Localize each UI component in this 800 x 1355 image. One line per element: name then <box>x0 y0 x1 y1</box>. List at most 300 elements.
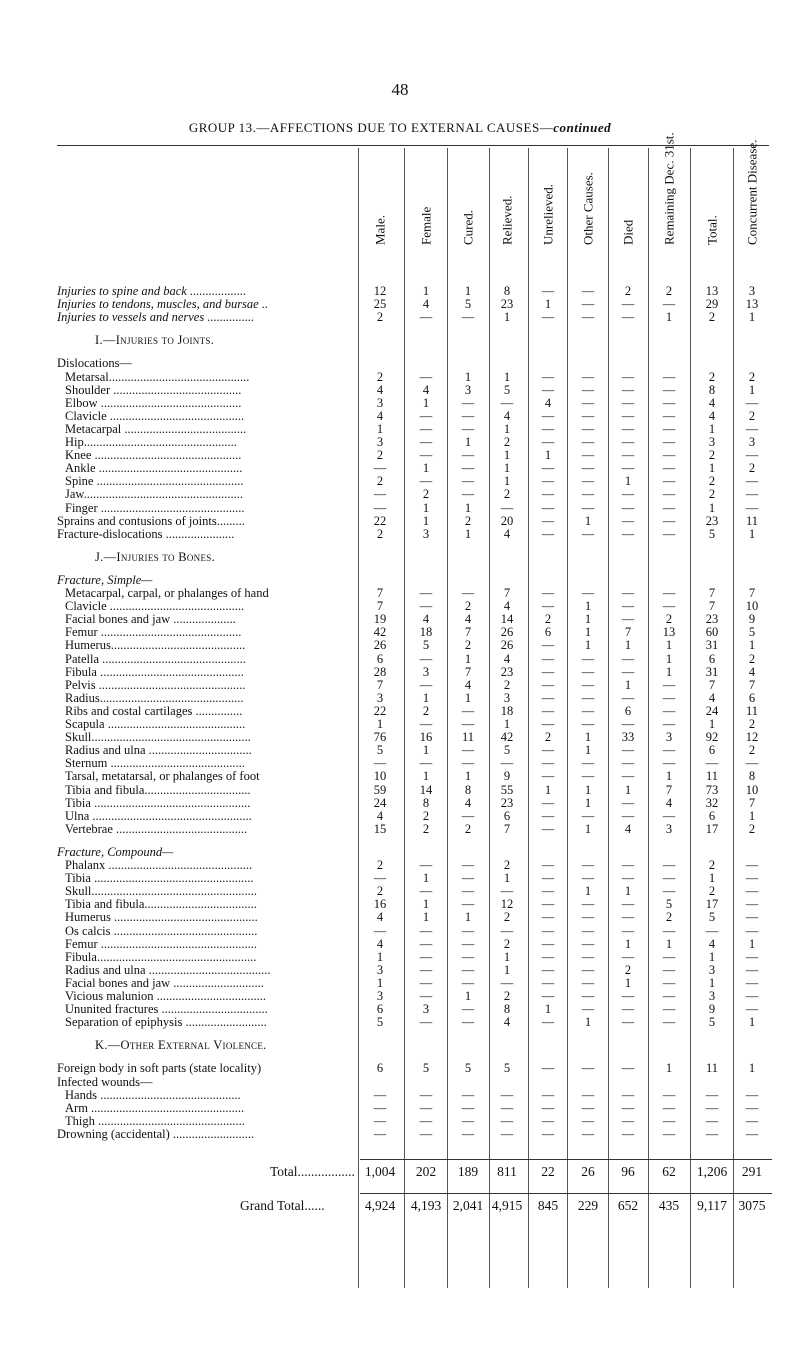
table-row <box>0 718 800 731</box>
table-cell: — <box>581 1100 595 1115</box>
table-cell: — <box>745 1002 759 1017</box>
table-row <box>0 666 800 679</box>
table-cell: 4 <box>708 395 716 410</box>
table-cell: — <box>621 923 635 938</box>
row-label: Fibula................................................... <box>65 950 257 964</box>
table-cell: 31 <box>705 664 719 679</box>
table-cell: 4 <box>708 408 716 423</box>
table-cell: 6 <box>708 651 716 666</box>
table-cell: — <box>662 858 676 872</box>
table-cell: — <box>419 1015 433 1030</box>
table-cell: 1 <box>503 871 511 886</box>
table-cell: 1 <box>584 1015 592 1030</box>
table-row <box>0 823 800 836</box>
total-cell: 3075 <box>738 1198 766 1213</box>
table-cell: — <box>745 756 759 771</box>
table-cell: — <box>705 1126 719 1141</box>
table-cell: — <box>461 448 475 463</box>
table-cell: 1 <box>708 461 716 476</box>
row-label: Ankle .............................................. <box>65 462 243 476</box>
row-label: Femur .................................................. <box>65 937 258 951</box>
table-cell: — <box>373 500 387 515</box>
table-cell: 60 <box>705 625 719 640</box>
table-cell: — <box>581 1087 595 1102</box>
column-header-label: Unrelieved. <box>540 183 556 245</box>
table-cell: 1 <box>464 284 472 298</box>
table-cell: 2 <box>708 310 716 325</box>
total-cell: 652 <box>617 1198 639 1213</box>
table-cell: 31 <box>705 638 719 653</box>
row-label: Facial bones and jaw .................... <box>65 613 236 627</box>
table-cell: — <box>419 651 433 666</box>
table-cell: — <box>500 756 514 771</box>
table-cell: — <box>581 435 595 449</box>
table-cell: — <box>419 474 433 489</box>
table-cell: 2 <box>503 677 511 692</box>
table-cell: — <box>662 369 676 384</box>
table-row <box>0 462 800 475</box>
table-cell: — <box>662 1087 676 1102</box>
column-header-label: Other Causes. <box>580 172 596 245</box>
table-cell: — <box>419 1113 433 1128</box>
table-cell: — <box>581 677 595 692</box>
row-label: Ribs and costal cartilages ............... <box>65 704 243 718</box>
table-cell: 2 <box>708 884 716 899</box>
table-cell: — <box>662 975 676 990</box>
table-row <box>0 898 800 911</box>
table-cell: 7 <box>376 677 384 692</box>
row-label: Os calcis .............................................. <box>65 924 258 938</box>
table-cell: 1 <box>464 989 472 1003</box>
table-cell: — <box>461 1100 475 1115</box>
table-cell: 2 <box>624 284 632 298</box>
table-cell: 17 <box>705 821 719 836</box>
table-cell: 3 <box>422 526 430 541</box>
table-cell: — <box>581 284 595 298</box>
table-cell: 3 <box>422 664 430 679</box>
table-cell: 5 <box>464 297 472 312</box>
table-cell: 3 <box>376 690 384 705</box>
table-cell: 12 <box>745 730 759 745</box>
table-row <box>0 810 800 823</box>
table-cell: — <box>373 871 387 886</box>
table-cell: — <box>621 1002 635 1017</box>
table-cell: 22 <box>373 513 387 528</box>
table-row <box>0 397 800 410</box>
table-cell: 2 <box>422 703 430 718</box>
table-cell: 92 <box>705 730 719 745</box>
table-cell: 2 <box>708 487 716 502</box>
table-cell: — <box>541 500 555 515</box>
table-cell: — <box>621 897 635 912</box>
row-label: Clavicle ........................................... <box>65 409 245 423</box>
table-cell: 12 <box>373 284 387 298</box>
row-label: Tibia and fibula.................................... <box>65 898 257 912</box>
table-row <box>0 528 800 541</box>
table-cell: — <box>461 871 475 886</box>
table-cell: 2 <box>422 821 430 836</box>
table-cell: 7 <box>748 586 756 600</box>
table-cell: — <box>419 599 433 614</box>
row-label: Injuries to spine and back .................. <box>57 285 247 298</box>
table-cell: 5 <box>376 1015 384 1030</box>
table-cell: 23 <box>705 513 719 528</box>
table-cell: 16 <box>419 730 433 745</box>
table-cell: — <box>662 487 676 502</box>
table-cell: — <box>581 1113 595 1128</box>
table-cell: 2 <box>503 858 511 872</box>
table-cell: 3 <box>748 284 756 298</box>
table-row <box>0 1039 800 1052</box>
table-cell: 1 <box>708 871 716 886</box>
row-label: Spine ............................................... <box>65 475 244 489</box>
table-cell: 1 <box>376 421 384 436</box>
table-cell: — <box>745 421 759 436</box>
table-cell: — <box>419 858 433 872</box>
table-cell: — <box>461 1002 475 1017</box>
total-cell: 229 <box>577 1198 599 1213</box>
table-row <box>0 613 800 626</box>
total-cell: 811 <box>497 1164 517 1179</box>
table-row <box>0 488 800 501</box>
row-label: Arm ................................................. <box>65 1101 245 1115</box>
table-cell: — <box>745 1100 759 1115</box>
table-cell: — <box>705 923 719 938</box>
table-cell: 1 <box>624 975 632 990</box>
table-cell: 2 <box>503 487 511 502</box>
table-cell: 4 <box>708 936 716 951</box>
table-cell: 1 <box>422 910 430 925</box>
table-cell: — <box>373 487 387 502</box>
table-cell: — <box>621 435 635 449</box>
table-cell: 29 <box>705 297 719 312</box>
table-cell: 1 <box>376 717 384 731</box>
table-cell: 2 <box>748 717 756 731</box>
table-cell: 2 <box>376 884 384 899</box>
table-cell: — <box>541 382 555 397</box>
table-cell: — <box>541 677 555 692</box>
column-header <box>611 158 645 258</box>
row-label: Metacarpal, carpal, or phalanges of hand <box>65 587 269 600</box>
table-cell: — <box>662 690 676 705</box>
table-cell: — <box>500 1126 514 1141</box>
table-cell: 4 <box>503 408 511 423</box>
row-label: Injuries to vessels and nerves ............... <box>57 311 255 325</box>
row-label: Knee ............................................... <box>65 449 242 463</box>
row-label: Tibia ................................................... <box>65 872 254 886</box>
table-cell: — <box>541 962 555 977</box>
table-cell: — <box>541 910 555 925</box>
table-cell: — <box>581 858 595 872</box>
table-cell: — <box>581 297 595 312</box>
table-cell: — <box>621 1087 635 1102</box>
table-cell: 3 <box>376 962 384 977</box>
table-row <box>0 334 800 347</box>
table-cell: 14 <box>500 612 514 627</box>
table-cell: — <box>541 474 555 489</box>
row-label: Hip................................................. <box>65 436 237 449</box>
table-cell: 4 <box>376 382 384 397</box>
row-label: Fracture, Simple— <box>57 573 153 587</box>
table-cell: — <box>461 949 475 964</box>
row-label: Foreign body in soft parts (state locality) <box>57 1062 262 1076</box>
table-cell: 7 <box>464 625 472 640</box>
column-header-label: Remaining Dec. 31st. <box>661 132 677 245</box>
table-cell: 1 <box>464 526 472 541</box>
table-cell: 1 <box>544 1002 552 1017</box>
table-row <box>0 410 800 423</box>
table-cell: 1 <box>422 513 430 528</box>
table-cell: 4 <box>376 408 384 423</box>
table-cell: 1 <box>464 369 472 384</box>
table-cell: 1 <box>708 975 716 990</box>
table-cell: 1 <box>464 769 472 784</box>
table-cell: — <box>621 858 635 872</box>
table-cell: 10 <box>745 599 759 614</box>
table-row <box>0 925 800 938</box>
table-cell: 2 <box>464 821 472 836</box>
table-cell: — <box>419 369 433 384</box>
table-cell: — <box>541 664 555 679</box>
table-cell: — <box>662 989 676 1003</box>
table-cell: 10 <box>745 782 759 797</box>
table-cell: 1 <box>665 936 673 951</box>
row-label: Infected wounds— <box>57 1075 153 1089</box>
table-cell: — <box>461 808 475 823</box>
table-cell: 1 <box>422 284 430 298</box>
table-cell: — <box>581 923 595 938</box>
table-cell: 3 <box>665 730 673 745</box>
table-row <box>0 423 800 436</box>
table-cell: — <box>662 703 676 718</box>
table-cell: — <box>745 949 759 964</box>
table-cell: — <box>461 936 475 951</box>
table-cell: 2 <box>544 730 552 745</box>
table-cell: 1 <box>464 500 472 515</box>
table-cell: — <box>419 962 433 977</box>
table-cell: 1 <box>708 717 716 731</box>
table-cell: — <box>541 1087 555 1102</box>
table-cell: — <box>621 871 635 886</box>
table-cell: — <box>500 884 514 899</box>
table-cell: 1 <box>624 936 632 951</box>
table-cell: — <box>662 871 676 886</box>
table-cell: — <box>662 756 676 771</box>
table-cell: — <box>461 962 475 977</box>
table-cell: 18 <box>419 625 433 640</box>
table-row <box>0 449 800 462</box>
table-cell: — <box>419 421 433 436</box>
table-cell: 10 <box>373 769 387 784</box>
table-cell: — <box>581 664 595 679</box>
table-cell: 1 <box>584 599 592 614</box>
row-label: Vicious malunion ................................... <box>65 990 266 1003</box>
table-cell: — <box>621 989 635 1003</box>
table-cell: 7 <box>708 677 716 692</box>
row-label: Elbow ............................................. <box>65 396 242 410</box>
row-label: Patella .............................................. <box>65 652 246 666</box>
table-cell: — <box>662 1113 676 1128</box>
table-cell: — <box>662 949 676 964</box>
table-cell: 4 <box>624 821 632 836</box>
table-cell: — <box>419 949 433 964</box>
table-cell: — <box>541 1113 555 1128</box>
table-cell: 14 <box>419 782 433 797</box>
total-cell: 845 <box>537 1198 559 1213</box>
table-cell: 17 <box>705 897 719 912</box>
table-row <box>0 1102 800 1115</box>
total-cell: 96 <box>621 1164 635 1179</box>
table-cell: 25 <box>373 297 387 312</box>
table-cell: — <box>745 1113 759 1128</box>
table-cell: — <box>705 1100 719 1115</box>
table-cell: — <box>621 395 635 410</box>
table-cell: — <box>541 461 555 476</box>
table-cell: — <box>581 586 595 600</box>
table-cell: — <box>461 756 475 771</box>
table-cell: 1 <box>665 664 673 679</box>
table-cell: — <box>662 923 676 938</box>
row-label: Jaw................................................... <box>65 488 244 502</box>
table-cell: 1 <box>748 310 756 325</box>
table-cell: — <box>621 500 635 515</box>
table-cell: 1 <box>584 743 592 758</box>
table-cell: 2 <box>464 513 472 528</box>
row-label: Fibula .............................................. <box>65 665 244 679</box>
table-cell: — <box>461 703 475 718</box>
row-label: Humerus........................................... <box>65 639 246 653</box>
table-cell: 5 <box>748 625 756 640</box>
table-cell: — <box>581 651 595 666</box>
row-label: Thigh ............................................... <box>65 1114 245 1128</box>
table-cell: 4 <box>464 612 472 627</box>
table-cell: — <box>373 1100 387 1115</box>
table-cell: 7 <box>624 625 632 640</box>
table-row <box>0 298 800 311</box>
table-cell: 1 <box>624 782 632 797</box>
table-cell: — <box>581 500 595 515</box>
table-cell: — <box>621 382 635 397</box>
table-row <box>0 679 800 692</box>
table-cell: — <box>621 769 635 784</box>
table-row <box>0 1128 800 1141</box>
table-cell: 2 <box>503 910 511 925</box>
table-cell: 13 <box>662 625 676 640</box>
table-cell: 7 <box>748 677 756 692</box>
total-cell: 1,004 <box>364 1164 396 1179</box>
table-cell: — <box>581 717 595 731</box>
row-label: Sprains and contusions of joints......... <box>57 514 245 528</box>
table-cell: 1 <box>584 782 592 797</box>
table-cell: 16 <box>373 897 387 912</box>
table-cell: 4 <box>464 795 472 810</box>
table-cell: 5 <box>503 1061 511 1076</box>
table-cell: — <box>373 461 387 476</box>
table-cell: — <box>419 408 433 423</box>
table-cell: 7 <box>708 599 716 614</box>
table-cell: — <box>541 487 555 502</box>
table-cell: 9 <box>708 1002 716 1017</box>
table-cell: 11 <box>745 703 759 718</box>
table-row <box>0 357 800 370</box>
table-cell: 1 <box>748 382 756 397</box>
column-header <box>451 158 485 258</box>
table-cell: — <box>541 310 555 325</box>
table-cell: — <box>621 586 635 600</box>
table-cell: — <box>621 795 635 810</box>
column-header <box>652 132 686 258</box>
table-cell: 4 <box>503 599 511 614</box>
column-header-label: Concurrent Disease. <box>744 139 760 245</box>
table-cell: 2 <box>503 989 511 1003</box>
column-header <box>409 158 443 258</box>
table-cell: 55 <box>500 782 514 797</box>
table-cell: 11 <box>705 1061 719 1076</box>
table-cell: — <box>705 1113 719 1128</box>
total-cell: 291 <box>741 1164 763 1179</box>
table-row <box>0 744 800 757</box>
heading-continued: continued <box>553 120 612 135</box>
table-cell: — <box>541 1061 555 1076</box>
table-cell: — <box>745 858 759 872</box>
table-cell: — <box>745 1126 759 1141</box>
table-cell: — <box>621 651 635 666</box>
table-cell: — <box>621 408 635 423</box>
table-cell: 4 <box>708 690 716 705</box>
table-cell: — <box>461 310 475 325</box>
column-header-label: Female <box>418 206 434 245</box>
table-cell: — <box>541 989 555 1003</box>
table-cell: — <box>541 923 555 938</box>
table-cell: 73 <box>705 782 719 797</box>
table-cell: 19 <box>373 612 387 627</box>
table-cell: 1 <box>665 651 673 666</box>
table-cell: — <box>662 586 676 600</box>
table-cell: 1 <box>544 782 552 797</box>
table-cell: — <box>621 448 635 463</box>
total-rule <box>360 1193 772 1194</box>
table-cell: — <box>419 975 433 990</box>
table-cell: — <box>581 408 595 423</box>
table-cell: 1 <box>464 435 472 449</box>
table-cell: 7 <box>376 599 384 614</box>
table-cell: 1 <box>464 690 472 705</box>
table-cell: — <box>621 690 635 705</box>
table-cell: 1 <box>422 871 430 886</box>
table-cell: 4 <box>422 382 430 397</box>
table-cell: — <box>621 949 635 964</box>
table-cell: 4 <box>464 677 472 692</box>
table-cell: — <box>581 369 595 384</box>
row-label: Fracture-dislocations ...................... <box>57 527 235 541</box>
table-cell: — <box>581 989 595 1003</box>
table-cell: — <box>662 395 676 410</box>
table-cell: — <box>541 408 555 423</box>
table-row <box>0 1076 800 1089</box>
table-cell: 7 <box>503 821 511 836</box>
table-cell: 3 <box>748 435 756 449</box>
table-cell: — <box>581 975 595 990</box>
table-cell: 1 <box>624 474 632 489</box>
table-cell: — <box>461 1113 475 1128</box>
table-cell: 5 <box>376 743 384 758</box>
table-row <box>0 1089 800 1102</box>
table-cell: — <box>621 1113 635 1128</box>
table-cell: — <box>419 717 433 731</box>
table-row <box>0 705 800 718</box>
row-label: Ununited fractures .................................. <box>65 1003 268 1017</box>
table-cell: 11 <box>705 769 719 784</box>
